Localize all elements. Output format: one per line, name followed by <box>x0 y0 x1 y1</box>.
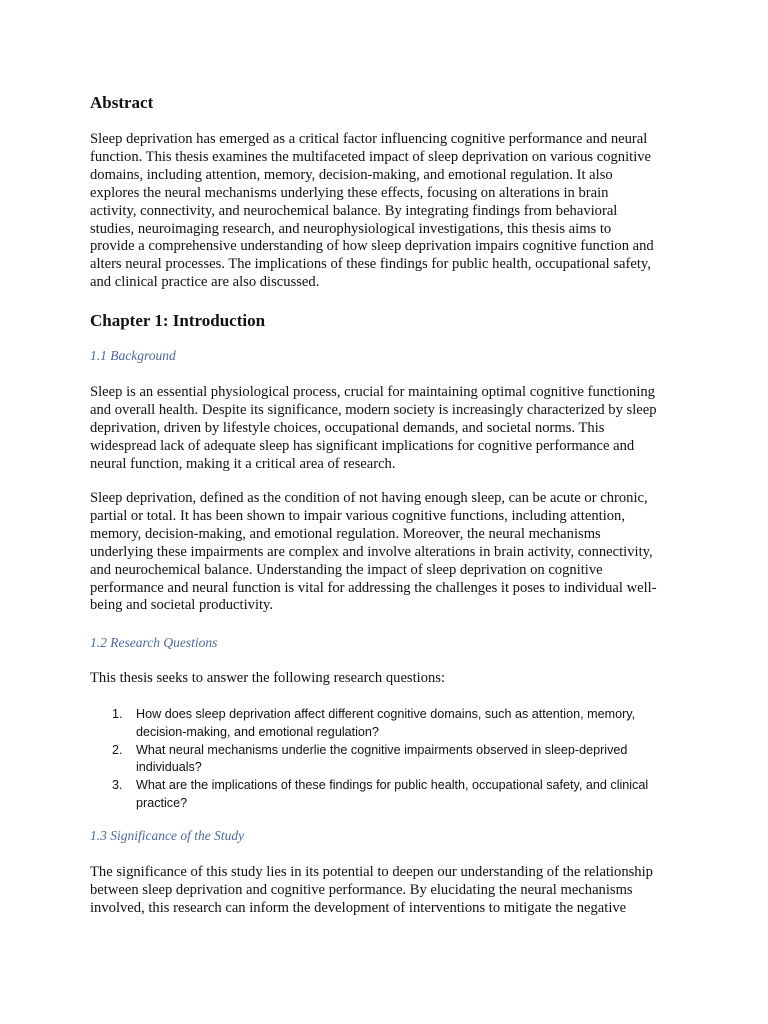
text-line: deprivation, driven by lifestyle choices, occupational demands, and societal norms. This <box>90 419 605 436</box>
list-item <box>112 706 692 742</box>
text-line: memory, decision-making, and emotional regulation. Moreover, the neural mechanisms <box>90 525 601 542</box>
text-line: widespread lack of adequate sleep has significant implications for cognitive performance and <box>90 437 635 454</box>
text-line: studies, neuroimaging research, and neurophysiological investigations, this thesis aims to <box>90 220 612 237</box>
text-line: This thesis seeks to answer the following research questions: <box>90 670 446 686</box>
research-questions-intro <box>90 670 690 688</box>
text-line: How does sleep deprivation affect different cognitive domains, such as attention, memory, <box>136 707 636 721</box>
list-item <box>112 742 692 778</box>
text-line: activity, connectivity, and neurochemical balance. By integrating findings from behavioral <box>90 202 618 219</box>
section-1-2-heading: 1.2 Research Questions <box>90 635 218 650</box>
text-line: and overall health. Despite its significance, modern society is increasingly characterized by sleep <box>90 401 657 418</box>
text-line: involved, this research can inform the development of interventions to mitigate the negative <box>90 899 627 916</box>
background-paragraph-1 <box>90 384 690 474</box>
text-line: individuals? <box>136 760 202 775</box>
abstract-paragraph <box>90 131 690 292</box>
text-line: What neural mechanisms underlie the cognitive impairments observed in sleep-deprived <box>136 742 628 757</box>
text-line: domains, including attention, memory, decision-making, and emotional regulation. It also <box>90 166 613 183</box>
text-line: alters neural processes. The implications of these findings for public health, occupational safety, <box>90 256 651 273</box>
section-1-1-heading: 1.1 Background <box>90 348 176 363</box>
text-line: being and societal productivity. <box>90 597 274 614</box>
abstract-heading: Abstract <box>90 93 154 112</box>
text-line: Sleep deprivation, defined as the condition of not having enough sleep, can be acute or chronic, <box>90 490 648 506</box>
text-line: partial or total. It has been shown to impair various cognitive functions, including attention, <box>90 507 625 524</box>
text-line: and neurochemical balance. Understanding the impact of sleep deprivation on cognitive <box>90 561 603 578</box>
list-number: 1. <box>112 707 123 721</box>
text-line: performance and neural function is vital for addressing the challenges it poses to individual well- <box>90 579 657 596</box>
list-number: 3. <box>112 778 123 793</box>
text-line: The significance of this study lies in its potential to deepen our understanding of the relationship <box>90 864 653 880</box>
background-paragraph-2 <box>90 490 690 615</box>
text-line: practice? <box>136 795 188 810</box>
chapter-1-heading: Chapter 1: Introduction <box>90 311 266 330</box>
text-line: neural function, making it a critical area of research. <box>90 455 396 472</box>
list-item <box>112 777 692 813</box>
text-line: underlying these impairments are complex and involve alterations in brain activity, connectivity, <box>90 543 653 560</box>
text-line: What are the implications of these findings for public health, occupational safety, and clinical <box>136 778 649 793</box>
list-number: 2. <box>112 742 123 757</box>
research-questions-list <box>112 706 692 813</box>
text-line: between sleep deprivation and cognitive performance. By elucidating the neural mechanisms <box>90 881 633 898</box>
text-line: explores the neural mechanisms underlying these effects, focusing on alterations in brain <box>90 184 609 201</box>
text-line: decision-making, and emotional regulation? <box>136 724 379 739</box>
text-line: function. This thesis examines the multifaceted impact of sleep deprivation on various cognitive <box>90 148 652 165</box>
section-1-3-heading: 1.3 Significance of the Study <box>90 828 245 843</box>
text-line: Sleep is an essential physiological process, crucial for maintaining optimal cognitive functioning <box>90 384 655 400</box>
text-line: and clinical practice are also discussed. <box>90 274 320 291</box>
text-line: provide a comprehensive understanding of how sleep deprivation impairs cognitive function and <box>90 238 654 255</box>
significance-paragraph <box>90 864 690 918</box>
text-line: Sleep deprivation has emerged as a critical factor influencing cognitive performance and neural <box>90 131 648 147</box>
